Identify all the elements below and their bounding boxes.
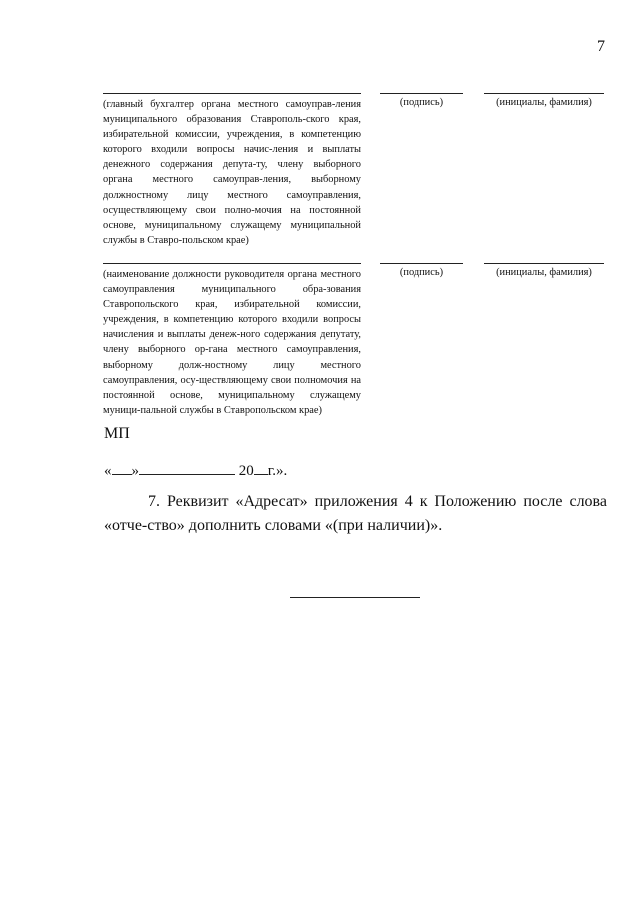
- year-blank: [254, 460, 268, 475]
- initials-caption: (инициалы, фамилия): [484, 93, 604, 108]
- end-divider: [290, 597, 420, 598]
- day-blank: [112, 460, 132, 475]
- date-close-quote: »: [131, 463, 139, 479]
- date-year-suffix: г.».: [267, 463, 288, 479]
- date-line: [104, 460, 287, 480]
- date-year-prefix: 20: [238, 463, 254, 479]
- stamp-label: МП: [104, 425, 130, 442]
- date-open-quote: «: [104, 463, 112, 479]
- paragraph-item-7: 7. Реквизит «Адресат» приложения 4 к Положению после слова «отче-ство» дополнить словами «(при наличии)».: [104, 493, 607, 534]
- initials-caption: (инициалы, фамилия): [484, 263, 604, 278]
- position-caption: (главный бухгалтер органа местного самоуправ-ления муниципального образования Ставрополь-ского края, избирательной комиссии, учреждения, в компетенцию которого входили вопросы начис-ления и выплаты денежного содержания депута-ту, члену выборного органа местного самоуправ-ления, выборному должностному лицу местного самоуправления, осуществляющему свои полно-мочия на постоянной основе, муниципальному служащему муниципальной службы в Ставро-польском крае): [103, 93, 361, 248]
- signature-caption: (подпись): [380, 263, 463, 278]
- position-caption: (наименование должности руководителя органа местного самоуправления муниципального обра-зования Ставропольского края, избирательной комиссии, учреждения, в компетенцию которого входили вопросы начисления и выплаты денеж-ного содержания депутату, члену выборного ор-гана местного самоуправления, выборному долж-ностному лицу местного самоуправления, осу-ществляющему свои полномочия на постоянной основе, муниципальному служащему муници-пальной службы в Ставропольском крае): [103, 263, 361, 418]
- page-number: 7: [597, 38, 605, 55]
- month-blank: [139, 460, 235, 475]
- signature-caption: (подпись): [380, 93, 463, 108]
